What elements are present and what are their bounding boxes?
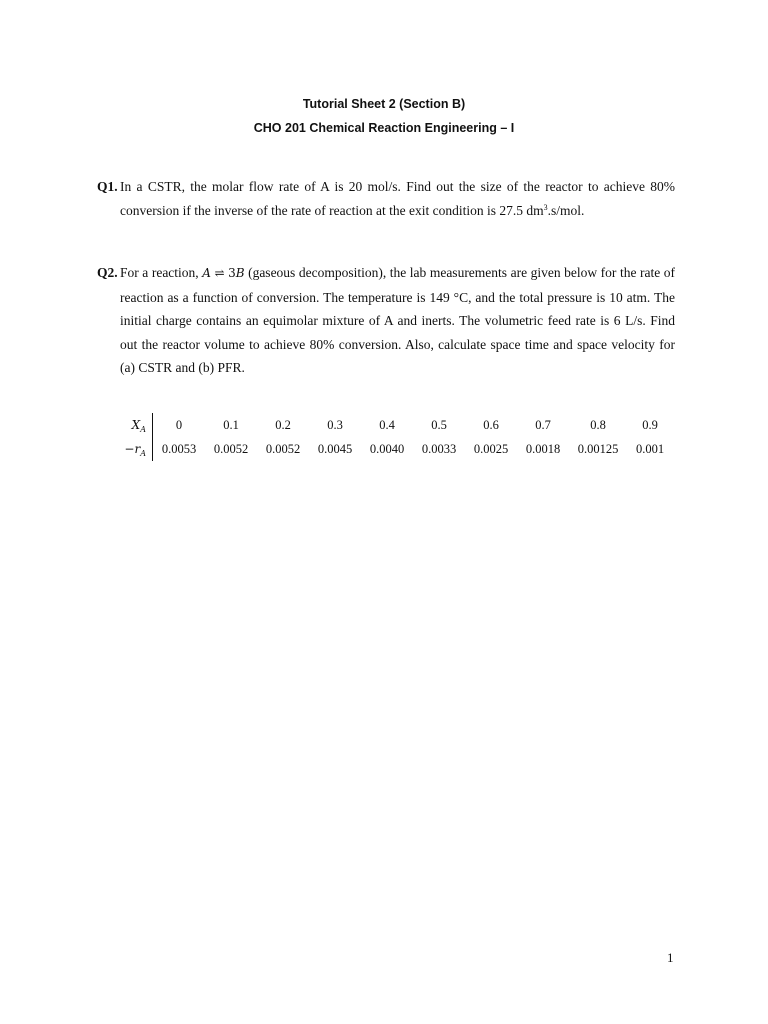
page-number: 1	[667, 950, 674, 965]
document-subtitle: CHO 201 Chemical Reaction Engineering – I	[253, 121, 515, 135]
table-cell: 0.3	[327, 417, 343, 432]
superscript: 3	[543, 202, 548, 212]
row-label-ra: $-r_A$	[124, 442, 146, 458]
question-1-text-part1: In a CSTR, the molar flow rate of A is 20 mol/s. Find out the size of the reactor to achieve 80% conversion if the inverse of the rate of reaction at the exit condition is 27.5 dm	[120, 179, 675, 218]
table-cell: 0.7	[535, 417, 551, 432]
rate-data-table	[100, 413, 673, 461]
reaction-rhs: B	[235, 266, 245, 280]
question-2-text	[120, 261, 675, 380]
table-cell: 0.1	[223, 417, 239, 432]
question-2-text-before: For a reaction,	[120, 265, 203, 280]
reaction-coefficient: 3	[228, 266, 236, 280]
table-cell: 0.0040	[369, 441, 405, 456]
table-cell: 0.2	[275, 417, 291, 432]
table-cell: 0.0045	[317, 441, 353, 456]
reaction-arrow: ⇌	[214, 266, 225, 280]
table-cell: 0.0052	[265, 441, 301, 456]
question-2	[97, 261, 675, 380]
table-cell: 0	[175, 417, 183, 432]
table-cell: 0.0052	[213, 441, 249, 456]
table-cell: 0.0033	[421, 441, 457, 456]
question-2-label: Q2.	[97, 265, 118, 280]
row-label-xa: $X_A$	[131, 418, 146, 434]
table-cell: 0.00125	[577, 441, 619, 456]
table-cell: 0.0053	[161, 441, 197, 456]
table-row-ra	[100, 437, 673, 461]
question-1-text	[120, 175, 675, 222]
table-cell: 0.0018	[525, 441, 561, 456]
table-cell: 0.001	[635, 441, 665, 456]
question-1	[97, 175, 675, 222]
table-cell: 0.0025	[473, 441, 509, 456]
table-cell: 0.8	[590, 417, 606, 432]
document-header	[0, 92, 768, 140]
table-cell: 0.9	[642, 417, 658, 432]
document-title: Tutorial Sheet 2 (Section B)	[302, 97, 466, 111]
table-cell: 0.4	[379, 417, 395, 432]
reaction-lhs: A	[202, 266, 211, 280]
question-1-text-part2: .s/mol.	[547, 202, 585, 218]
table-cell: 0.6	[483, 417, 499, 432]
table-row-xa	[100, 413, 673, 437]
question-2-text-after: (gaseous decomposition), the lab measurements are given below for the rate of reaction as a function of conversion. The temperature is 149 °C, and the total pressure is 10 atm. The initial charge contains an equimolar mixture of A and inerts. The volumetric feed rate is 6 L/s. Find out the reactor volume to achieve 80% conversion. Also, calculate space time and space velocity for (a) CSTR and (b) PFR.	[120, 265, 676, 375]
table-cell: 0.5	[431, 417, 447, 432]
question-1-label: Q1.	[97, 179, 118, 194]
